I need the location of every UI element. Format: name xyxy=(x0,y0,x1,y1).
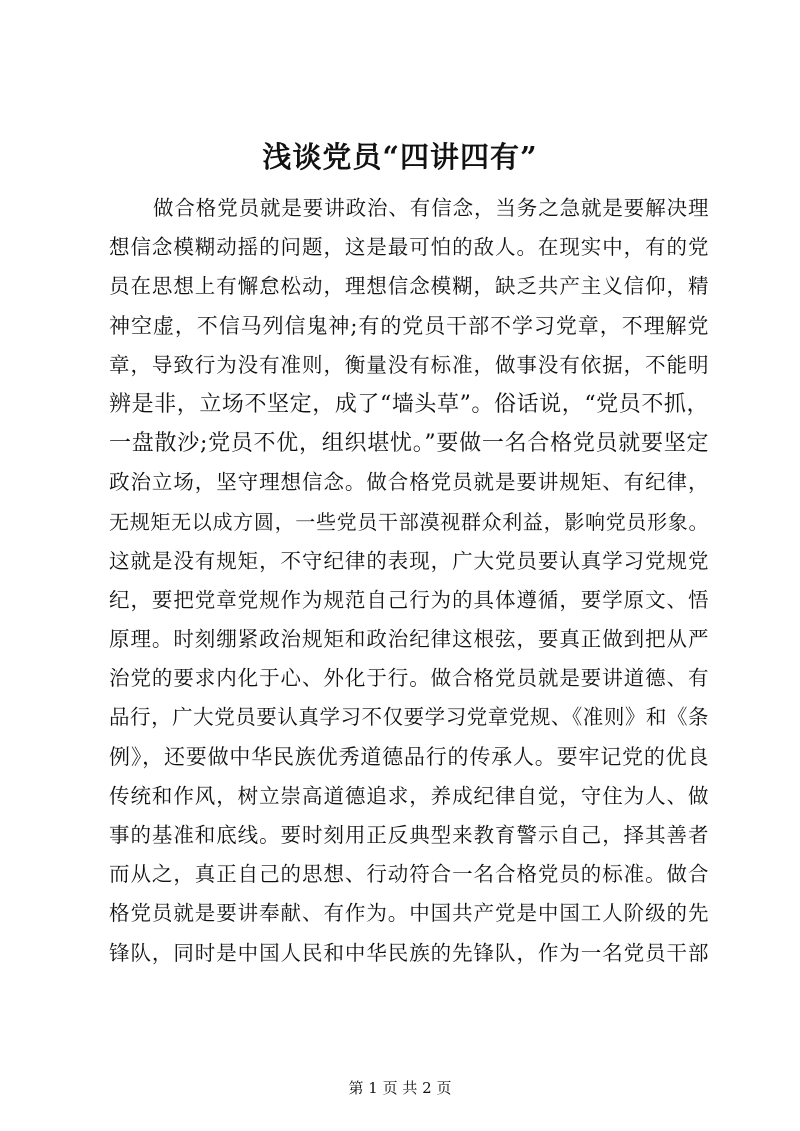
body-line: 格党员就是要讲奉献、有作为。中国共产党是中国工人阶级的先 xyxy=(109,901,709,926)
body-line: 锋队，同时是中国人民和中华民族的先锋队，作为一名党员干部 xyxy=(109,940,709,965)
body-line: 这就是没有规矩，不守纪律的表现，广大党员要认真学习党规党 xyxy=(109,548,709,573)
body-line: 治党的要求内化于心、外化于行。做合格党员就是要讲道德、有 xyxy=(109,666,709,691)
body-line: 政治立场，坚守理想信念。做合格党员就是要讲规矩、有纪律， xyxy=(109,470,709,495)
body-line: 例》，还要做中华民族优秀道德品行的传承人。要牢记党的优良 xyxy=(109,744,709,769)
body-line: 原理。时刻绷紧政治规矩和政治纪律这根弦，要真正做到把从严 xyxy=(109,627,709,652)
body-line: 纪，要把党章党规作为规范自己行为的具体遵循，要学原文、悟 xyxy=(109,587,709,612)
body-line: 事的基准和底线。要时刻用正反典型来教育警示自己，择其善者 xyxy=(109,823,709,847)
body-line: 章，导致行为没有准则，衡量没有标准，做事没有依据，不能明 xyxy=(109,352,709,377)
body-line: 无规矩无以成方圆，一些党员干部漠视群众利益，影响党员形象。 xyxy=(109,509,709,534)
body-line: 做合格党员就是要讲政治、有信念，当务之急就是要解决理 xyxy=(153,196,709,220)
body-line: 品行，广大党员要认真学习不仅要学习党章党规、《准则》和《条 xyxy=(109,705,709,730)
body-line: 神空虚，不信马列信鬼神;有的党员干部不学习党章，不理解党 xyxy=(109,313,709,338)
document-body xyxy=(109,189,709,973)
body-line: 一盘散沙;党员不优，组织堪忧。”要做一名合格党员就要坚定 xyxy=(109,431,709,457)
body-line: 员在思想上有懈怠松动，理想信念模糊，缺乏共产主义信仰，精 xyxy=(109,274,709,299)
body-line: 想信念模糊动摇的问题，这是最可怕的敌人。在现实中，有的党 xyxy=(109,235,709,260)
body-line: 而从之，真正自己的思想、行动符合一名合格党员的标准。做合 xyxy=(109,862,709,887)
page-number-footer: 第 1 页 共 2 页 xyxy=(348,1079,452,1097)
body-line: 传统和作风，树立崇高道德追求，养成纪律自觉，守住为人、做 xyxy=(109,783,709,808)
body-line: 辨是非，立场不坚定，成了“墙头草”。俗话说，“党员不抓， xyxy=(109,391,709,417)
document-title: 浅谈党员“四讲四有” xyxy=(262,140,538,174)
